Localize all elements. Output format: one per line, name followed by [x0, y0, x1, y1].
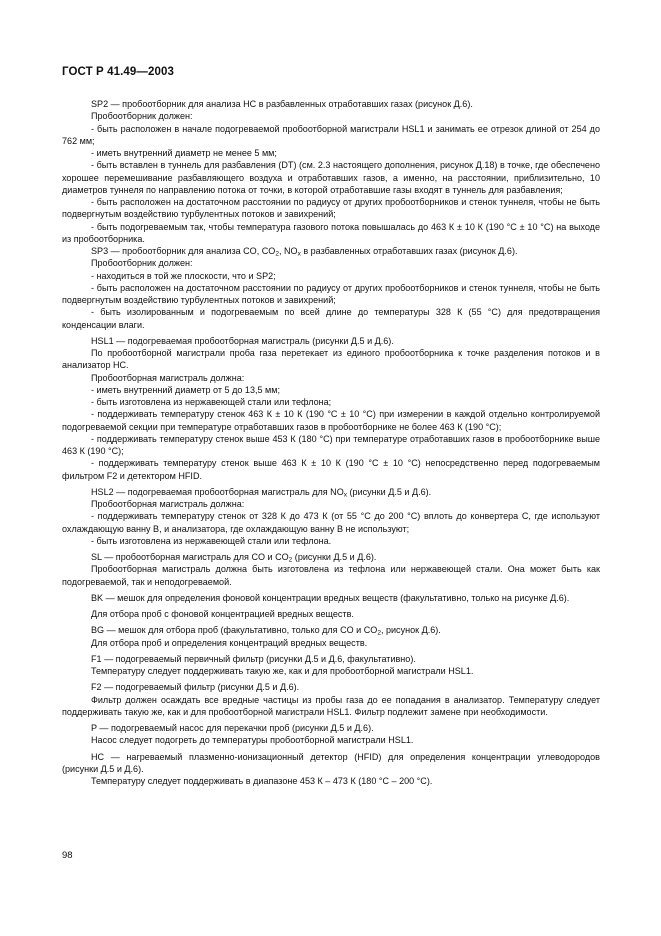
text-run: (рисунки Д.5 и Д.6).: [292, 552, 377, 562]
subscript: x: [343, 491, 348, 499]
paragraph: - быть вставлен в туннель для разбавления (DT) (см. 2.3 настоящего дополнения, рисунок Д.18) в точке, где обеспечено хорошее перемешивание разбавляющего воздуха и отработавших газов, а именно, на расстоянии, приблизительно, 10 диаметров туннеля по направлению потока от точки, в которой отработавшие газы входят в туннель для разбавления;: [62, 160, 600, 195]
paragraph: Пробоотборник должен:: [91, 258, 193, 269]
paragraph: Для отбора проб и определения концентраций вредных веществ.: [91, 637, 368, 648]
paragraph: - поддерживать температуру стенок от 328 К до 473 К (от 55 °С до 200 °С) вплоть до конвертера C, где используют охлаждающую ванну B, и анализатора, где охлаждающую ванну B не используют;: [62, 511, 600, 534]
text-run: BG — мешок для отбора проб (факультативно, только для CO и CO: [91, 625, 378, 636]
paragraph: Насос следует подогреть до температуры пробоотборной магистрали HSL1.: [91, 735, 414, 746]
paragraph: [62, 245, 600, 257]
paragraph: BK — мешок для определения фоновой концентрации вредных веществ (факультативно, только на рисунке Д.6).: [91, 592, 570, 603]
paragraph: - быть изолированным и подогреваемым по всей длине до температуры 328 К (55 °С) для предотвращения конденсации влаги.: [62, 307, 600, 330]
paragraph: [62, 624, 600, 636]
paragraph: - находиться в той же плоскости, что и SP2;: [91, 270, 276, 281]
paragraph: По пробоотборной магистрали проба газа перетекает из единого пробоотборника к точке разделения потоков и в анализатор HC.: [62, 348, 600, 371]
paragraph: - поддерживать температуру стенок выше 453 К (180 °С) при температуре отработавших газов в пробоотборнике выше 463 К (190 °С);: [62, 433, 600, 456]
paragraph: - быть расположен на достаточном расстоянии по радиусу от других пробоотборников и стенок туннеля, чтобы не быть подвергнутым воздействию турбулентных потоков и завихрений;: [62, 197, 600, 220]
paragraph: - поддерживать температуру стенок выше 463 К ± 10 К (190 °С ± 10 °С) непосредственно перед подогреваемым фильтром F2 и детектором HFID.: [62, 458, 600, 481]
subscript: x: [297, 250, 301, 258]
paragraph: Пробоотборная магистраль должна:: [91, 499, 245, 509]
paragraph: Пробоотборная магистраль должна быть изготовлена из тефлона или нержавеющей стали. Она может быть как подогреваемой, так и неподогреваемой.: [62, 564, 600, 587]
subscript: 2: [377, 629, 381, 637]
paragraph: Пробоотборник должен:: [91, 111, 193, 122]
paragraph: - быть расположен на достаточном расстоянии по радиусу от других пробоотборников и стенок туннеля, чтобы не быть подвергнутым воздействию турбулентных потоков и завихрений;: [62, 282, 600, 305]
paragraph: Фильтр должен осаждать все вредные частицы из пробы газа до ее попадания в анализатор. Температуру следует поддерживать такую же, как и для пробоотборной магистрали HSL1. Фильтр подлежит замене при необходимости.: [62, 694, 600, 717]
paragraph: Температуру следует поддерживать в диапазоне 453 К – 473 К (180 °С – 200 °С).: [91, 776, 433, 786]
page-number: 98: [62, 850, 73, 861]
paragraph: Для отбора проб с фоновой концентрацией вредных веществ.: [91, 609, 354, 619]
text-run: , рисунок Д.6).: [380, 625, 441, 636]
paragraph: P — подогреваемый насос для перекачки проб (рисунки Д.5 и Д.6).: [91, 723, 374, 733]
standard-header: ГОСТ Р 41.49—2003: [62, 66, 174, 78]
text-run: в разбавленных отработавших газах (рисунок Д.6).: [300, 246, 518, 256]
paragraph: HC — нагреваемый плазменно-ионизационный детектор (HFID) для определения концентрации углеводородов (рисунки Д.5 и Д.6).: [62, 751, 600, 774]
subscript: 2: [275, 250, 279, 258]
paragraph: F1 — подогреваемый первичный фильтр (рисунки Д.5 и Д.6, факультативно).: [91, 653, 416, 664]
paragraph: Пробоотборная магистраль должна:: [91, 372, 245, 383]
paragraph: SP2 — пробоотборник для анализа HC в разбавленных отработавших газах (рисунок Д.6).: [91, 99, 473, 109]
paragraph: - быть расположен в начале подогреваемой пробоотборной магистрали HSL1 и занимать ее отрезок длиной от 254 до 762 мм;: [62, 123, 600, 146]
paragraph: [62, 486, 600, 498]
paragraph: - быть изготовлена из нержавеющей стали или тефлона;: [91, 397, 332, 407]
paragraph: - быть подогреваемым так, чтобы температура газового потока повышалась до 463 К ± 10 К (190 °С ± 10 °С) на выходе из пробоотборника.: [62, 221, 600, 244]
paragraph: HSL1 — подогреваемая пробоотборная магистраль (рисунки Д.5 и Д.6).: [91, 335, 394, 346]
text-run: SL — пробоотборная магистраль для CO и CO: [91, 552, 289, 562]
paragraph: F2 — подогреваемый фильтр (рисунки Д.5 и Д.6).: [91, 682, 300, 693]
paragraph: - иметь внутренний диаметр не менее 5 мм;: [91, 148, 277, 158]
paragraph: - поддерживать температуру стенок 463 К ± 10 К (190 °С ± 10 °С) при измерении в каждой отдельно контролируемой подогреваемой секции при температуре отработавших газов в пробоотборнике не более 463 К (190 °С);: [62, 409, 600, 432]
subscript: 2: [288, 556, 293, 564]
paragraph: Температуру следует поддерживать такую же, как и для пробоотборной магистрали HSL1.: [91, 666, 474, 676]
text-run: HSL2 — подогреваемая пробоотборная магистраль для NO: [91, 486, 344, 497]
text-run: (рисунки Д.5 и Д.6).: [347, 486, 432, 497]
paragraph: - быть изготовлена из нержавеющей стали или тефлона.: [91, 535, 332, 546]
text-run: , NO: [278, 246, 298, 256]
text-run: SP3 — пробоотборник для анализа CO, CO: [91, 246, 276, 256]
document-body: [62, 98, 600, 787]
paragraph: [62, 551, 600, 563]
paragraph: - иметь внутренний диаметр от 5 до 13,5 мм;: [91, 384, 280, 395]
